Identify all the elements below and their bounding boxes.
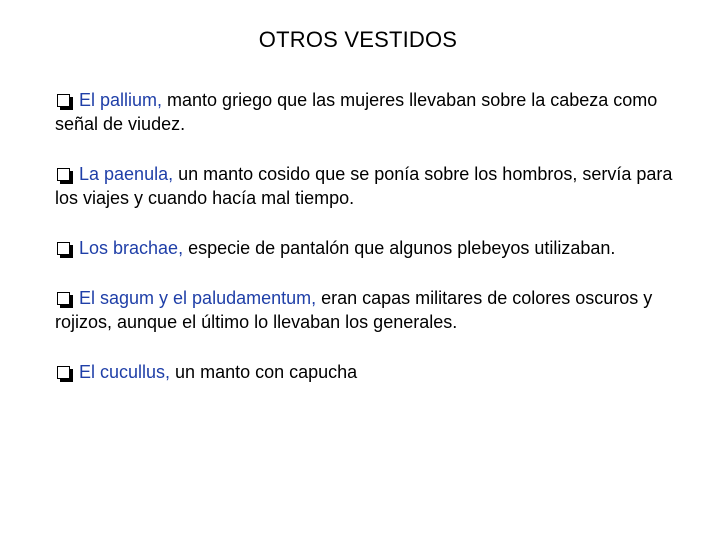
list-item xyxy=(55,360,695,384)
bullet-list xyxy=(55,88,695,410)
list-item xyxy=(55,286,695,334)
square-bullet-icon xyxy=(57,292,70,305)
item-term: Los brachae, xyxy=(79,238,184,258)
item-term: El pallium, xyxy=(79,90,163,110)
item-text: eran capas militares de colores oscuros y rojizos, aunque el último lo llevaban los generales. xyxy=(55,288,653,332)
item-term: La paenula, xyxy=(79,164,174,184)
list-item xyxy=(55,162,695,210)
item-term: El sagum y el paludamentum, xyxy=(79,288,317,308)
square-bullet-icon xyxy=(57,168,70,181)
square-bullet-icon xyxy=(57,366,70,379)
item-text: un manto cosido que se ponía sobre los hombros, servía para los viajes y cuando hacía mal tiempo. xyxy=(55,164,673,208)
square-bullet-icon xyxy=(57,94,70,107)
list-item xyxy=(55,88,695,136)
list-item xyxy=(55,236,695,260)
item-text: especie de pantalón que algunos plebeyos utilizaban. xyxy=(183,238,616,258)
item-text: manto griego que las mujeres llevaban sobre la cabeza como señal de viudez. xyxy=(55,90,658,134)
square-bullet-icon xyxy=(57,242,70,255)
item-term: El cucullus, xyxy=(79,362,171,382)
item-text: un manto con capucha xyxy=(170,362,358,382)
page-title: OTROS VESTIDOS xyxy=(258,27,458,52)
